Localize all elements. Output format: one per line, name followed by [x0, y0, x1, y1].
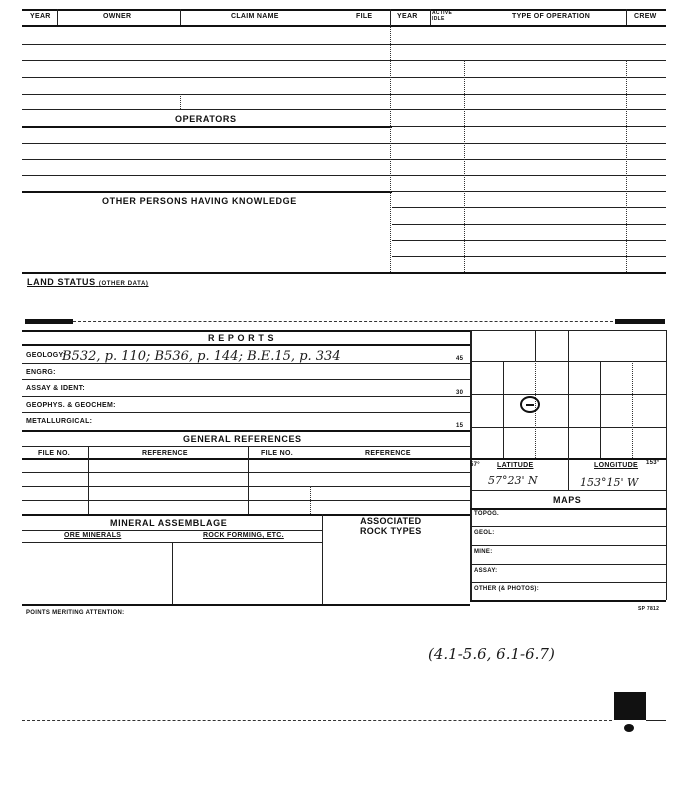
- map-row-other: OTHER (& PHOTOS):: [474, 586, 539, 592]
- longitude-value: 153°15' W: [580, 476, 639, 489]
- report-geology-label: GEOLOGY:: [26, 352, 66, 359]
- header-active-idle: ACTIVE IDLE: [432, 10, 453, 22]
- map-row-geol: GEOL:: [474, 530, 495, 536]
- report-metallurgical-label: METALLURGICAL:: [26, 418, 93, 425]
- ref-header-file-no-1: FILE NO.: [38, 450, 70, 457]
- general-references-title: GENERAL REFERENCES: [183, 434, 302, 444]
- punch-mark-right: [615, 319, 665, 324]
- reports-title: R E P O R T S: [208, 333, 275, 343]
- map-row-assay: ASSAY:: [474, 568, 498, 574]
- header-claim-name: CLAIM NAME: [231, 13, 279, 20]
- map-row-mine: MINE:: [474, 549, 493, 555]
- ore-minerals-label: ORE MINERALS: [64, 532, 122, 539]
- other-persons-label: OTHER PERSONS HAVING KNOWLEDGE: [102, 196, 297, 206]
- rock-forming-label: ROCK FORMING, ETC.: [203, 532, 284, 539]
- location-circle-mark: [520, 396, 540, 413]
- map-row-topog: TOPOG.: [474, 511, 500, 517]
- longitude-label: LONGITUDE: [594, 462, 638, 469]
- header-year-2: YEAR: [397, 13, 418, 20]
- handwritten-note: (4.1-5.6, 6.1-6.7): [428, 645, 555, 663]
- operators-label: OPERATORS: [175, 114, 237, 124]
- mineral-assemblage-title: MINERAL ASSEMBLAGE: [110, 518, 228, 528]
- points-meriting-attention-label: POINTS MERITING ATTENTION:: [26, 610, 125, 616]
- punch-mark-left: [25, 319, 73, 324]
- ref-header-reference-2: REFERENCE: [365, 450, 411, 457]
- header-type-of-operation: TYPE OF OPERATION: [512, 13, 591, 20]
- header-file: FILE: [356, 13, 373, 20]
- report-engrg-label: ENGRG:: [26, 369, 56, 376]
- latitude-prefix: 57°: [470, 462, 480, 468]
- land-status-label: LAND STATUS (OTHER DATA): [27, 277, 149, 287]
- registration-dot: [624, 724, 634, 732]
- report-geophys-label: GEOPHYS. & GEOCHEM:: [26, 402, 116, 409]
- report-assay-label: ASSAY & IDENT:: [26, 385, 86, 392]
- header-year: YEAR: [30, 13, 51, 20]
- form-code: SP 7812: [638, 606, 660, 612]
- latitude-label: LATITUDE: [497, 462, 534, 469]
- header-owner: OWNER: [103, 13, 132, 20]
- latitude-value: 57°23' N: [488, 474, 538, 487]
- ref-header-reference-1: REFERENCE: [142, 450, 188, 457]
- longitude-suffix: 153°: [646, 460, 660, 466]
- registration-mark: [614, 692, 646, 720]
- report-geology-value: B532, p. 110; B536, p. 144; B.E.15, p. 334: [62, 349, 341, 364]
- associated-rock-types-label: ASSOCIATED ROCK TYPES: [360, 516, 422, 536]
- maps-title: MAPS: [553, 495, 582, 505]
- header-crew: CREW: [634, 13, 657, 20]
- ref-header-file-no-2: FILE NO.: [261, 450, 293, 457]
